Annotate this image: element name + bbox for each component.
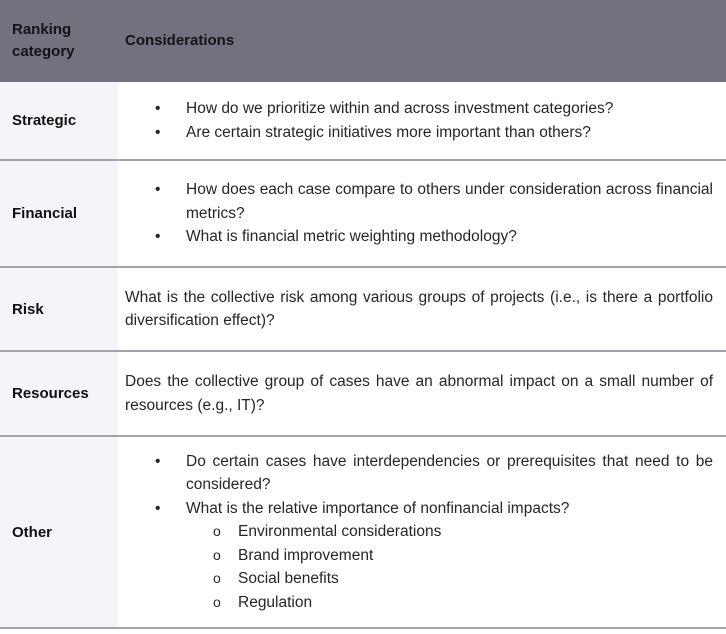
considerations-cell-financial bbox=[118, 161, 726, 266]
consideration-text: How does each case compare to others under consideration across financial metrics? bbox=[186, 181, 713, 222]
category-label-other: Other bbox=[0, 437, 118, 627]
bullet-icon: • bbox=[155, 499, 161, 517]
consideration-text: Social benefits bbox=[238, 570, 339, 588]
considerations-cell-resources bbox=[118, 352, 726, 435]
category-label-risk: Risk bbox=[0, 268, 118, 350]
considerations-cell-strategic bbox=[118, 82, 726, 159]
consideration-paragraph bbox=[118, 370, 713, 417]
header-considerations: Considerations bbox=[125, 32, 235, 49]
category-label-resources: Resources bbox=[0, 352, 118, 435]
row-other bbox=[0, 437, 726, 629]
bullet-icon: • bbox=[155, 100, 161, 117]
category-label-financial: Financial bbox=[0, 161, 118, 266]
circle-bullet-icon: o bbox=[213, 546, 221, 563]
table-header-row bbox=[0, 0, 726, 82]
consideration-text: Do certain cases have interdependencies or prerequisites that need to be considered? bbox=[186, 452, 713, 494]
row-financial bbox=[0, 161, 726, 268]
considerations-cell-risk bbox=[118, 268, 726, 350]
sub-bullet-item bbox=[118, 544, 713, 568]
circle-bullet-icon: o bbox=[213, 593, 221, 610]
bullet-icon: • bbox=[155, 123, 161, 141]
bullet-icon: • bbox=[155, 181, 161, 199]
row-resources bbox=[0, 352, 726, 437]
considerations-cell-other bbox=[118, 437, 726, 627]
bullet-item bbox=[118, 450, 713, 497]
category-label-strategic: Strategic bbox=[0, 82, 118, 159]
bullet-item bbox=[118, 178, 713, 225]
consideration-text: Regulation bbox=[238, 593, 313, 611]
sub-bullet-item bbox=[118, 520, 713, 544]
sub-bullet-item bbox=[118, 591, 713, 615]
bullet-item bbox=[118, 121, 713, 145]
row-risk bbox=[0, 268, 726, 352]
header-ranking-category: Ranking category bbox=[12, 21, 75, 60]
consideration-text: Environmental considerations bbox=[238, 523, 442, 541]
bottom-margin bbox=[0, 629, 726, 632]
sub-bullet-item bbox=[118, 567, 713, 591]
bullet-icon: • bbox=[155, 452, 161, 470]
consideration-text: What is the relative importance of nonfinancial impacts? bbox=[186, 499, 570, 517]
consideration-text: Brand improvement bbox=[238, 546, 374, 564]
circle-bullet-icon: o bbox=[213, 570, 221, 587]
bullet-icon: • bbox=[155, 228, 161, 246]
bullet-item bbox=[118, 225, 713, 249]
bullet-item bbox=[118, 97, 713, 121]
consideration-text: Does the collective group of cases have an abnormal impact on a small number of resources (e.g., IT)? bbox=[125, 373, 713, 414]
circle-bullet-icon: o bbox=[213, 523, 221, 540]
consideration-text: What is financial metric weighting methodology? bbox=[186, 228, 517, 246]
consideration-text: How do we prioritize within and across investment categories? bbox=[186, 100, 614, 117]
row-strategic bbox=[0, 82, 726, 161]
consideration-text: Are certain strategic initiatives more important than others? bbox=[186, 123, 591, 141]
consideration-paragraph bbox=[118, 286, 713, 333]
bullet-item bbox=[118, 497, 713, 521]
consideration-text: What is the collective risk among various groups of projects (i.e., is there a portfolio diversification effect)? bbox=[125, 288, 713, 329]
